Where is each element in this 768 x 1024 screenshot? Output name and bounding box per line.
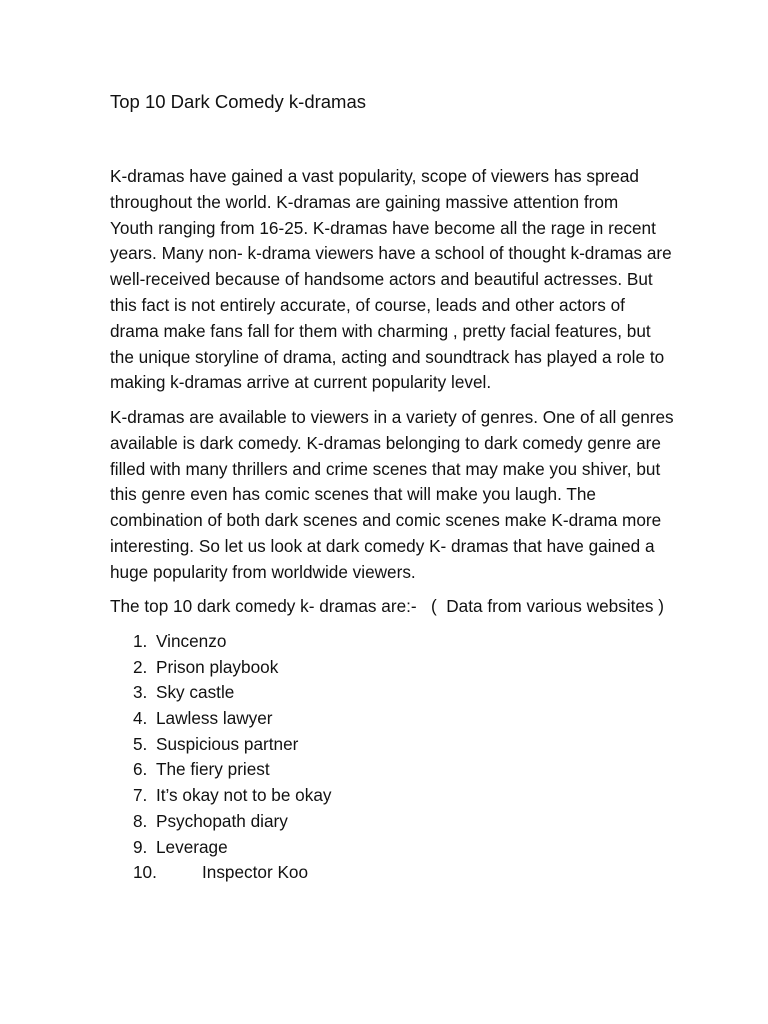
list-item-number: 2. [133, 656, 148, 677]
list-item-number: 1. [133, 631, 148, 651]
paragraph-line: the unique storyline of drama, acting and soundtrack has played a role to [110, 346, 665, 367]
page-title: Top 10 Dark Comedy k-dramas [110, 91, 367, 112]
list-item-title: Suspicious partner [156, 733, 299, 754]
list-item-title: Leverage [156, 836, 228, 857]
paragraph-line: well-received because of handsome actors and beautiful actresses. But [110, 269, 653, 290]
list-item-title: Lawless lawyer [156, 708, 273, 729]
paragraph-genres [110, 405, 735, 586]
list-item-number: 3. [133, 682, 148, 703]
paragraph-popularity [110, 164, 735, 396]
paragraph-line: this genre even has comic scenes that will make you laugh. The [110, 484, 596, 505]
list-item-title: Sky castle [156, 682, 235, 703]
list-item-number: 8. [133, 810, 148, 831]
paragraph-line: K-dramas are available to viewers in a variety of genres. One of all genres [110, 407, 674, 427]
paragraph-line: K-dramas have gained a vast popularity, scope of viewers has spread [110, 166, 639, 186]
list-item-number: 7. [133, 785, 148, 806]
paragraph-line: drama make fans fall for them with charming , pretty facial features, but [110, 320, 651, 341]
list-item-number: 4. [133, 708, 148, 729]
paragraph-line: years. Many non- k-drama viewers have a school of thought k-dramas are [110, 243, 672, 264]
paragraph-line: filled with many thrillers and crime scenes that may make you shiver, but [110, 458, 661, 479]
paragraph-line: available is dark comedy. K-dramas belonging to dark comedy genre are [110, 432, 661, 453]
list-item-number: 9. [133, 836, 148, 857]
paragraph-line: huge popularity from worldwide viewers. [110, 561, 416, 582]
paragraph-line: throughout the world. K-dramas are gaining massive attention from [110, 191, 619, 212]
list-item-number: 6. [133, 759, 148, 780]
list-item-title: Vincenzo [156, 631, 227, 651]
list-item-title: The fiery priest [156, 759, 270, 780]
paragraph-line: interesting. So let us look at dark comedy K- dramas that have gained a [110, 535, 655, 556]
paragraph-line: making k-dramas arrive at current popularity level. [110, 372, 492, 393]
list-item-title: Prison playbook [156, 656, 279, 677]
paragraph-line: this fact is not entirely accurate, of course, leads and other actors of [110, 294, 625, 315]
paragraph-line: Youth ranging from 16-25. K-dramas have become all the rage in recent [110, 217, 656, 238]
paragraph-line: combination of both dark scenes and comic scenes make K-drama more [110, 510, 662, 531]
list-item-title: Inspector Koo [202, 862, 309, 883]
list-item-title: Psychopath diary [156, 810, 288, 831]
list-item-title: It’s okay not to be okay [156, 785, 332, 806]
list-item-number: 5. [133, 733, 148, 754]
list-item-number: 10. [133, 862, 157, 883]
list-intro: The top 10 dark comedy k- dramas are:- ( Data from various websites ) [110, 596, 665, 616]
